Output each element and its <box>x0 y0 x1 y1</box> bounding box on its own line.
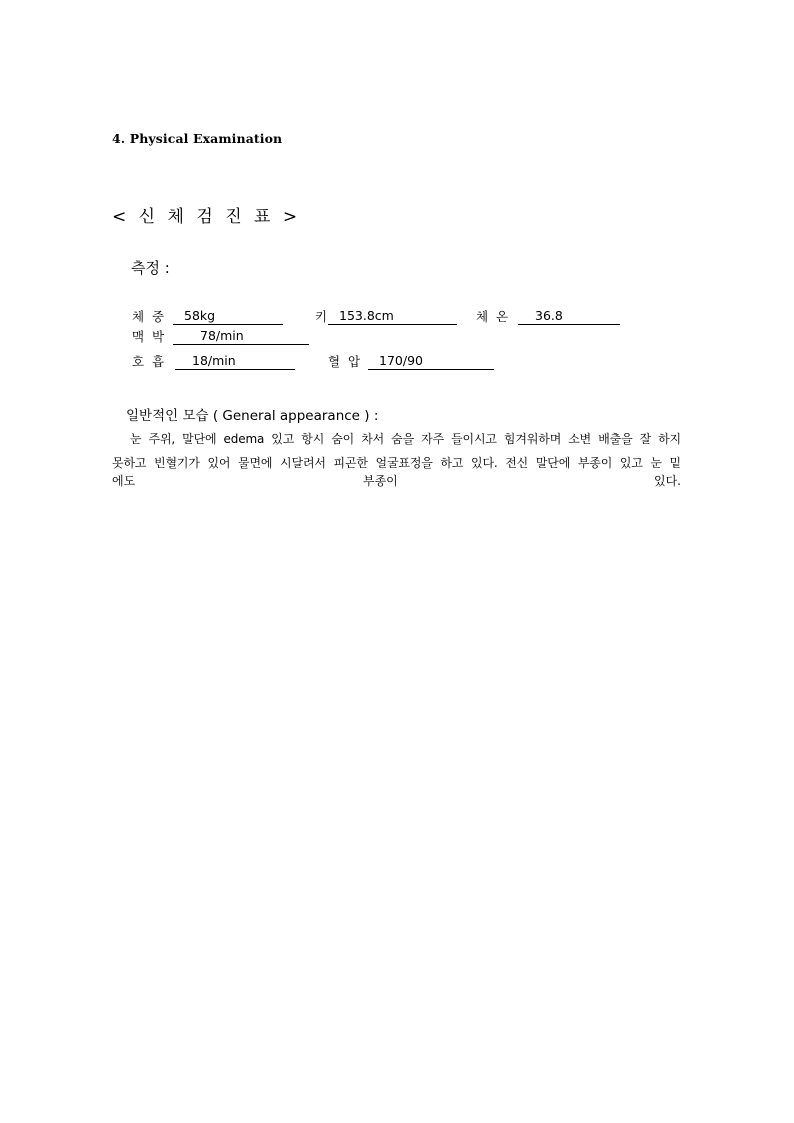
form-title-open-bracket: < <box>112 207 127 227</box>
form-title-char: 진 <box>225 207 242 227</box>
weight-field <box>132 307 283 325</box>
form-title <box>112 202 304 227</box>
form-title-char: 표 <box>254 207 271 227</box>
weight-value: 58kg <box>173 308 283 325</box>
blood-pressure-field <box>328 352 494 370</box>
height-field <box>315 307 457 325</box>
blood-pressure-label: 혈 압 <box>328 354 361 369</box>
pulse-value: 78/min <box>173 328 309 345</box>
measurement-label: 측정 : <box>131 259 170 277</box>
section-heading: 4. Physical Examination <box>112 131 283 146</box>
general-appearance-word: 있다. <box>654 474 681 488</box>
pulse-field <box>132 327 309 345</box>
temperature-value: 36.8 <box>518 308 620 325</box>
temperature-label: 체 온 <box>476 309 509 324</box>
form-title-char: 체 <box>167 207 184 227</box>
form-title-char: 신 <box>138 207 156 227</box>
blood-pressure-value: 170/90 <box>368 353 494 370</box>
general-appearance-word: 에도 <box>112 474 136 488</box>
respiration-label: 호 흡 <box>132 354 165 369</box>
general-appearance-title: 일반적인 모습 ( General appearance ) : <box>126 408 379 424</box>
respiration-field <box>132 352 295 370</box>
weight-label: 체 중 <box>132 309 165 324</box>
height-value: 153.8cm <box>328 308 457 325</box>
general-appearance-line: 눈 주위, 말단에 edema 있고 항시 숨이 차서 숨을 자주 들이시고 힘겨워하며 소변 배출을 잘 하지 <box>130 432 681 446</box>
form-title-char: 검 <box>196 207 213 227</box>
height-label: 키 <box>315 309 328 324</box>
general-appearance-word: 부종이 <box>363 474 398 488</box>
form-title-close-bracket: > <box>282 207 298 227</box>
temperature-field <box>476 307 620 325</box>
general-appearance-line: 못하고 빈혈기가 있어 물면에 시달려서 피곤한 얼굴표정을 하고 있다. 전신 말단에 부종이 있고 눈 밑 <box>112 456 681 470</box>
respiration-value: 18/min <box>175 353 295 370</box>
general-appearance-last-line <box>112 472 681 490</box>
pulse-label: 맥 박 <box>132 329 165 344</box>
